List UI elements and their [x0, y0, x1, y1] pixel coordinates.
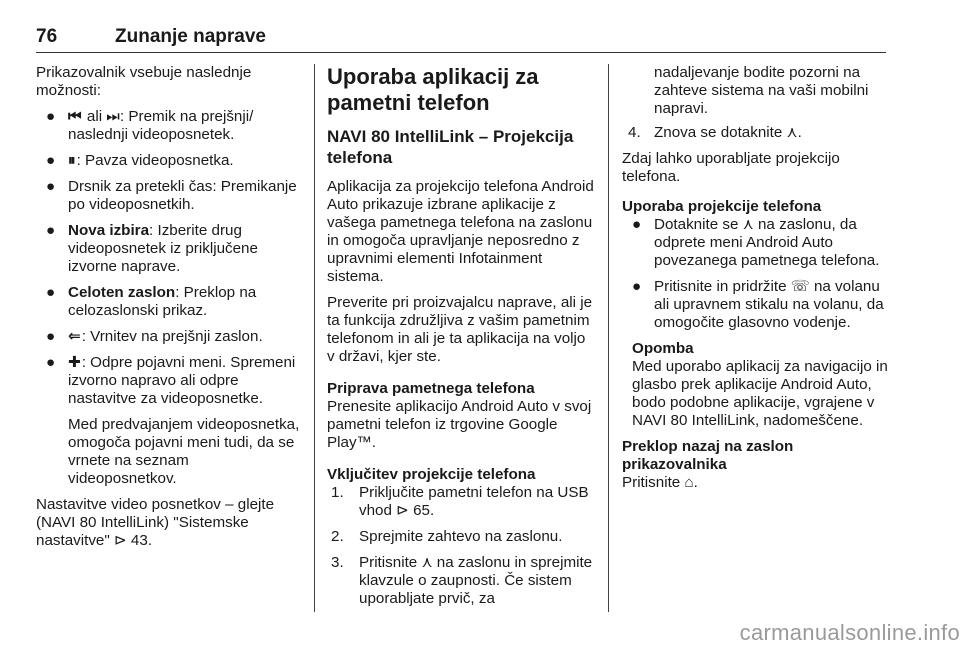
column-left: [36, 64, 300, 558]
column-middle: [327, 64, 597, 616]
column-right: [622, 64, 892, 500]
bullet-icon: ●: [46, 354, 56, 371]
list-item-text: ali ⏭: Premik na prejšnji/ naslednji videoposnetek.: [68, 108, 254, 143]
subsection-heading: NAVI 80 IntelliLink – Projekcija telefona: [327, 127, 574, 167]
watermark: carmanualsonline.info: [739, 620, 960, 645]
list-item: [36, 152, 300, 170]
step-number: 4.: [628, 124, 641, 141]
paragraph: Pritisnite ⌂.: [622, 474, 698, 491]
page-title: Zunanje naprave: [115, 26, 266, 47]
step-text: nadaljevanje bodite pozorni na zahteve sistema na vaši mobilni napravi.: [654, 64, 869, 117]
column-divider: [314, 64, 315, 612]
minor-heading: Priprava pametnega telefona: [327, 380, 535, 397]
step-continuation: [622, 64, 892, 118]
list-item-text: : Izberite drug videoposnetek iz priključene izvorne naprave.: [68, 222, 258, 275]
bullet-icon: ●: [632, 216, 642, 233]
step-item: [327, 554, 597, 608]
pause-icon: ⏸: [68, 152, 76, 169]
list-item-text: : Preklop na celozaslonski prikaz.: [68, 284, 257, 319]
list-item: [36, 108, 300, 144]
section-heading: Uporaba aplikacij za pametni telefon: [327, 64, 539, 115]
step-text: Sprejmite zahtevo na zaslonu.: [359, 528, 563, 545]
column-divider: [608, 64, 609, 612]
bullet-icon: ●: [46, 178, 56, 195]
paragraph: Zdaj lahko uporabljate projekcijo telefona.: [622, 150, 840, 185]
list-item: [36, 222, 300, 276]
back-arrow-icon: ⇐: [68, 328, 81, 345]
bullet-icon: ●: [632, 278, 642, 295]
note-heading: Opomba: [632, 340, 694, 357]
list-item: [622, 216, 892, 270]
page-number: 76: [36, 26, 58, 47]
step-number: 1.: [331, 484, 344, 501]
list-item-text: : Vrnitev na prejšnji zaslon.: [81, 328, 263, 345]
list-item-text: : Pavza videoposnetka.: [76, 152, 234, 169]
minor-heading: Vključitev projekcije telefona: [327, 466, 536, 483]
list-item: [36, 178, 300, 214]
paragraph: Aplikacija za projekcijo telefona Android Auto prikazuje izbrane aplikacije z vašega pametnega telefona na zaslonu in omogoča upravljanje neposredno z upravnimi elementi Infotainment sistema.: [327, 178, 594, 285]
minor-heading: Uporaba projekcije telefona: [622, 198, 822, 215]
list-item-text: Dotaknite se ⋏ na zaslonu, da odprete meni Android Auto povezanega pametnega telefona.: [654, 216, 880, 269]
list-item-label: Nova izbira: [68, 222, 150, 239]
bullet-icon: ●: [46, 284, 56, 301]
step-item: [622, 124, 892, 142]
paragraph: Preverite pri proizvajalcu naprave, ali je ta funkcija združljiva z vašim pametnim telefonom in ali je ta aplikacija na voljo v državi, kjer ste.: [327, 294, 593, 365]
list-item-label: Celoten zaslon: [68, 284, 176, 301]
minor-heading: Preklop nazaj na zaslon prikazovalnika: [622, 438, 794, 473]
step-text: Pritisnite ⋏ na zaslonu in sprejmite klavzule o zaupnosti. Če sistem uporabljate prvič, za: [359, 554, 593, 607]
list-item-extra: Med predvajanjem videoposnetka, omogoča pojavni meni tudi, da se vrnete na seznam videoposnetkov.: [68, 416, 300, 487]
plus-icon: ✚: [68, 354, 81, 371]
list-item: [36, 354, 300, 488]
list-item-text: Pritisnite in pridržite ☏ na volanu ali upravnem stikalu na volanu, da omogočite glasovno vodenje.: [654, 278, 884, 331]
previous-track-icon: ⏮: [68, 108, 82, 125]
list-item: [622, 278, 892, 332]
list-item: [36, 328, 300, 346]
bullet-icon: ●: [46, 152, 56, 169]
list-item-text: : Odpre pojavni meni. Spremeni izvorno napravo ali odpre nastavitve za videoposnetke.: [68, 354, 296, 407]
step-text: Znova se dotaknite ⋏.: [654, 124, 802, 141]
outro-text: Nastavitve video posnetkov – glejte (NAVI 80 IntelliLink) "Sistemske nastavitve" ⊳ 43.: [36, 496, 275, 549]
note-box: [622, 340, 892, 430]
paragraph: Prenesite aplikacijo Android Auto v svoj pametni telefon iz trgovine Google Play™.: [327, 398, 592, 451]
step-number: 3.: [331, 554, 344, 571]
bullet-icon: ●: [46, 222, 56, 239]
step-number: 2.: [331, 528, 344, 545]
bullet-icon: ●: [46, 108, 56, 125]
bullet-icon: ●: [46, 328, 56, 345]
step-item: [327, 528, 597, 546]
page-header: [36, 28, 886, 53]
list-item: [36, 284, 300, 320]
intro-text: Prikazovalnik vsebuje naslednje možnosti:: [36, 64, 252, 99]
step-item: [327, 484, 597, 520]
step-text: Priključite pametni telefon na USB vhod ⊳ 65.: [359, 484, 589, 519]
list-item-text: Drsnik za pretekli čas: Premikanje po videoposnetkih.: [68, 178, 297, 213]
note-text: Med uporabo aplikacij za navigacijo in glasbo prek aplikacije Android Auto, bodo podobne aplikacije, vgrajene v NAVI 80 IntelliLink, nadomeščene.: [632, 358, 888, 429]
